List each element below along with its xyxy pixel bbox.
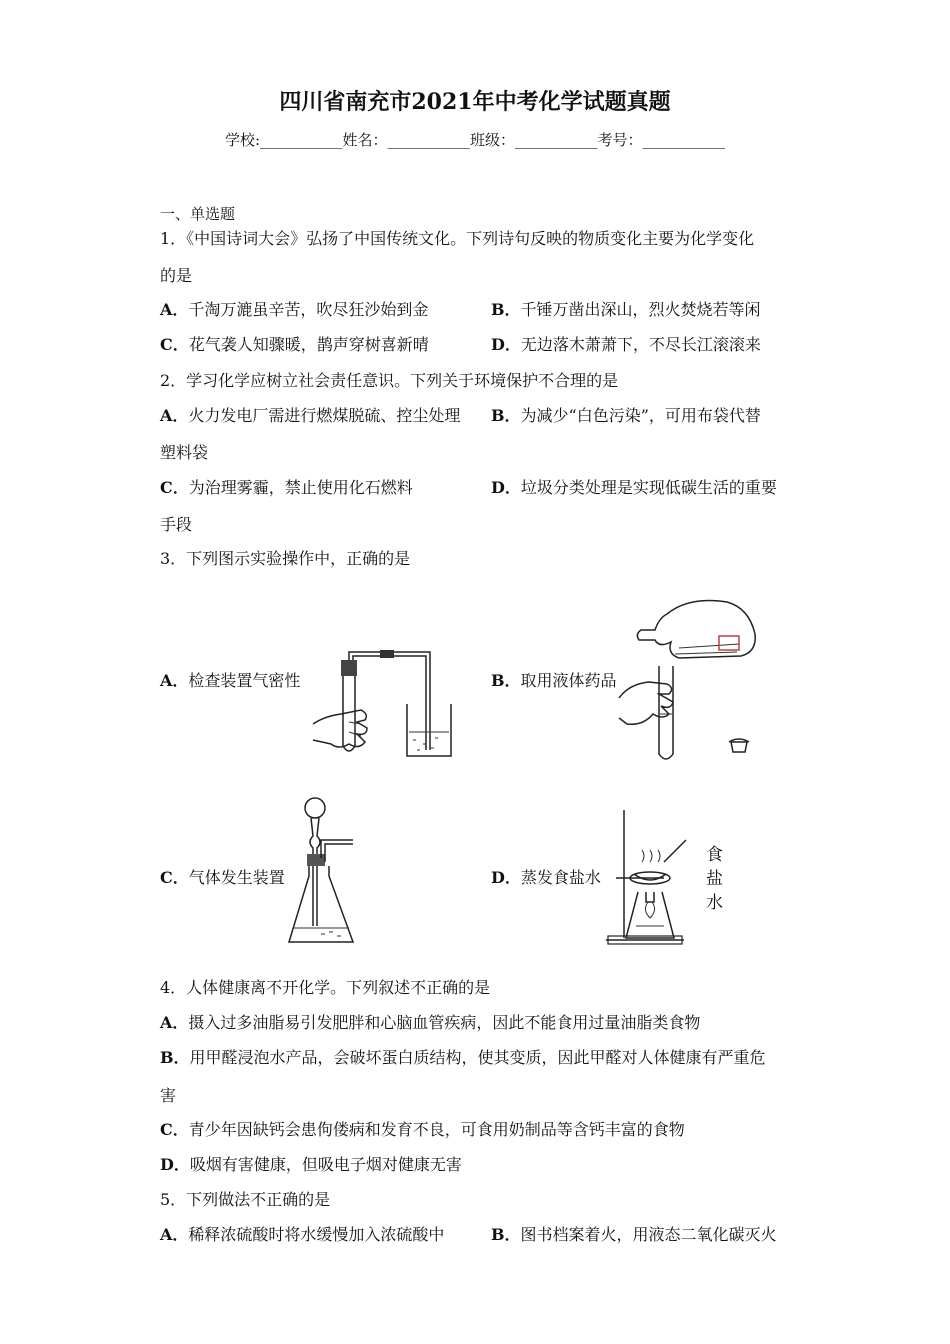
question-3-option-c: C．气体发生装置 <box>160 868 285 887</box>
section-heading: 一、单选题 <box>160 205 236 223</box>
liquid-pouring-figure <box>615 594 765 764</box>
question-4-option-c: C．青少年因缺钙会患佝偻病和发育不良，可食用奶制品等含钙丰富的食物 <box>160 1120 685 1139</box>
question-2-option-d: D．垃圾分类处理是实现低碳生活的重要 <box>491 478 777 497</box>
question-1-option-a: A．千淘万漉虽辛苦，吹尽狂沙始到金 <box>160 300 429 319</box>
airtightness-check-figure <box>305 648 455 763</box>
evaporation-label-2: 盐 <box>706 869 723 889</box>
question-2-option-c: C．为治理雾霾，禁止使用化石燃料 <box>160 478 413 497</box>
question-4-option-a: A．摄入过多油脂易引发肥胖和心脑血管疾病，因此不能食用过量油脂类食物 <box>160 1013 701 1032</box>
question-1-stem-cont: 的是 <box>160 266 193 285</box>
question-3-option-d: D．蒸发食盐水 <box>491 868 601 887</box>
question-1-option-c: C．花气袭人知骤暖，鹊声穿树喜新晴 <box>160 335 429 354</box>
question-4-option-b: B．用甲醛浸泡水产品，会破坏蛋白质结构，使其变质，因此甲醛对人体健康有严重危 <box>160 1048 766 1067</box>
question-1-option-d: D．无边落木萧萧下，不尽长江滚滚来 <box>491 335 761 354</box>
question-2-stem: 2．学习化学应树立社会责任意识。下列关于环境保护不合理的是 <box>160 371 619 390</box>
student-info-line: 学校:___________姓名：___________班级：___________考号：___________ <box>224 131 726 149</box>
gas-generator-figure <box>285 796 365 951</box>
evaporation-label-3: 水 <box>706 893 723 913</box>
question-4-stem: 4．人体健康离不开化学。下列叙述不正确的是 <box>160 978 491 997</box>
question-2-option-b: B．为减少“白色污染”，可用布袋代替 <box>491 406 761 425</box>
question-5-option-b: B．图书档案着火，用液态二氧化碳灭火 <box>491 1225 777 1244</box>
question-3-option-a: A．检查装置气密性 <box>160 671 301 690</box>
question-4-option-d: D．吸烟有害健康，但吸电子烟对健康无害 <box>160 1155 462 1174</box>
question-2-option-d-cont: 手段 <box>160 515 193 534</box>
question-1-option-b: B．千锤万凿出深山，烈火焚烧若等闲 <box>491 300 761 319</box>
question-3-stem: 3．下列图示实验操作中，正确的是 <box>160 549 411 568</box>
question-1-stem: 1．《中国诗词大会》弘扬了中国传统文化。下列诗句反映的物质变化主要为化学变化 <box>160 229 755 248</box>
question-4-option-b-cont: 害 <box>160 1086 177 1105</box>
question-2-option-a: A．火力发电厂需进行燃煤脱硫、控尘处理 <box>160 406 461 425</box>
question-5-option-a: A．稀释浓硫酸时将水缓慢加入浓硫酸中 <box>160 1225 445 1244</box>
page-title: 四川省南充市2021年中考化学试题真题 <box>279 89 671 115</box>
question-5-stem: 5．下列做法不正确的是 <box>160 1190 331 1209</box>
question-2-option-b-cont: 塑料袋 <box>160 443 209 462</box>
question-3-option-b: B．取用液体药品 <box>491 671 617 690</box>
evaporation-label-1: 食 <box>706 845 723 865</box>
